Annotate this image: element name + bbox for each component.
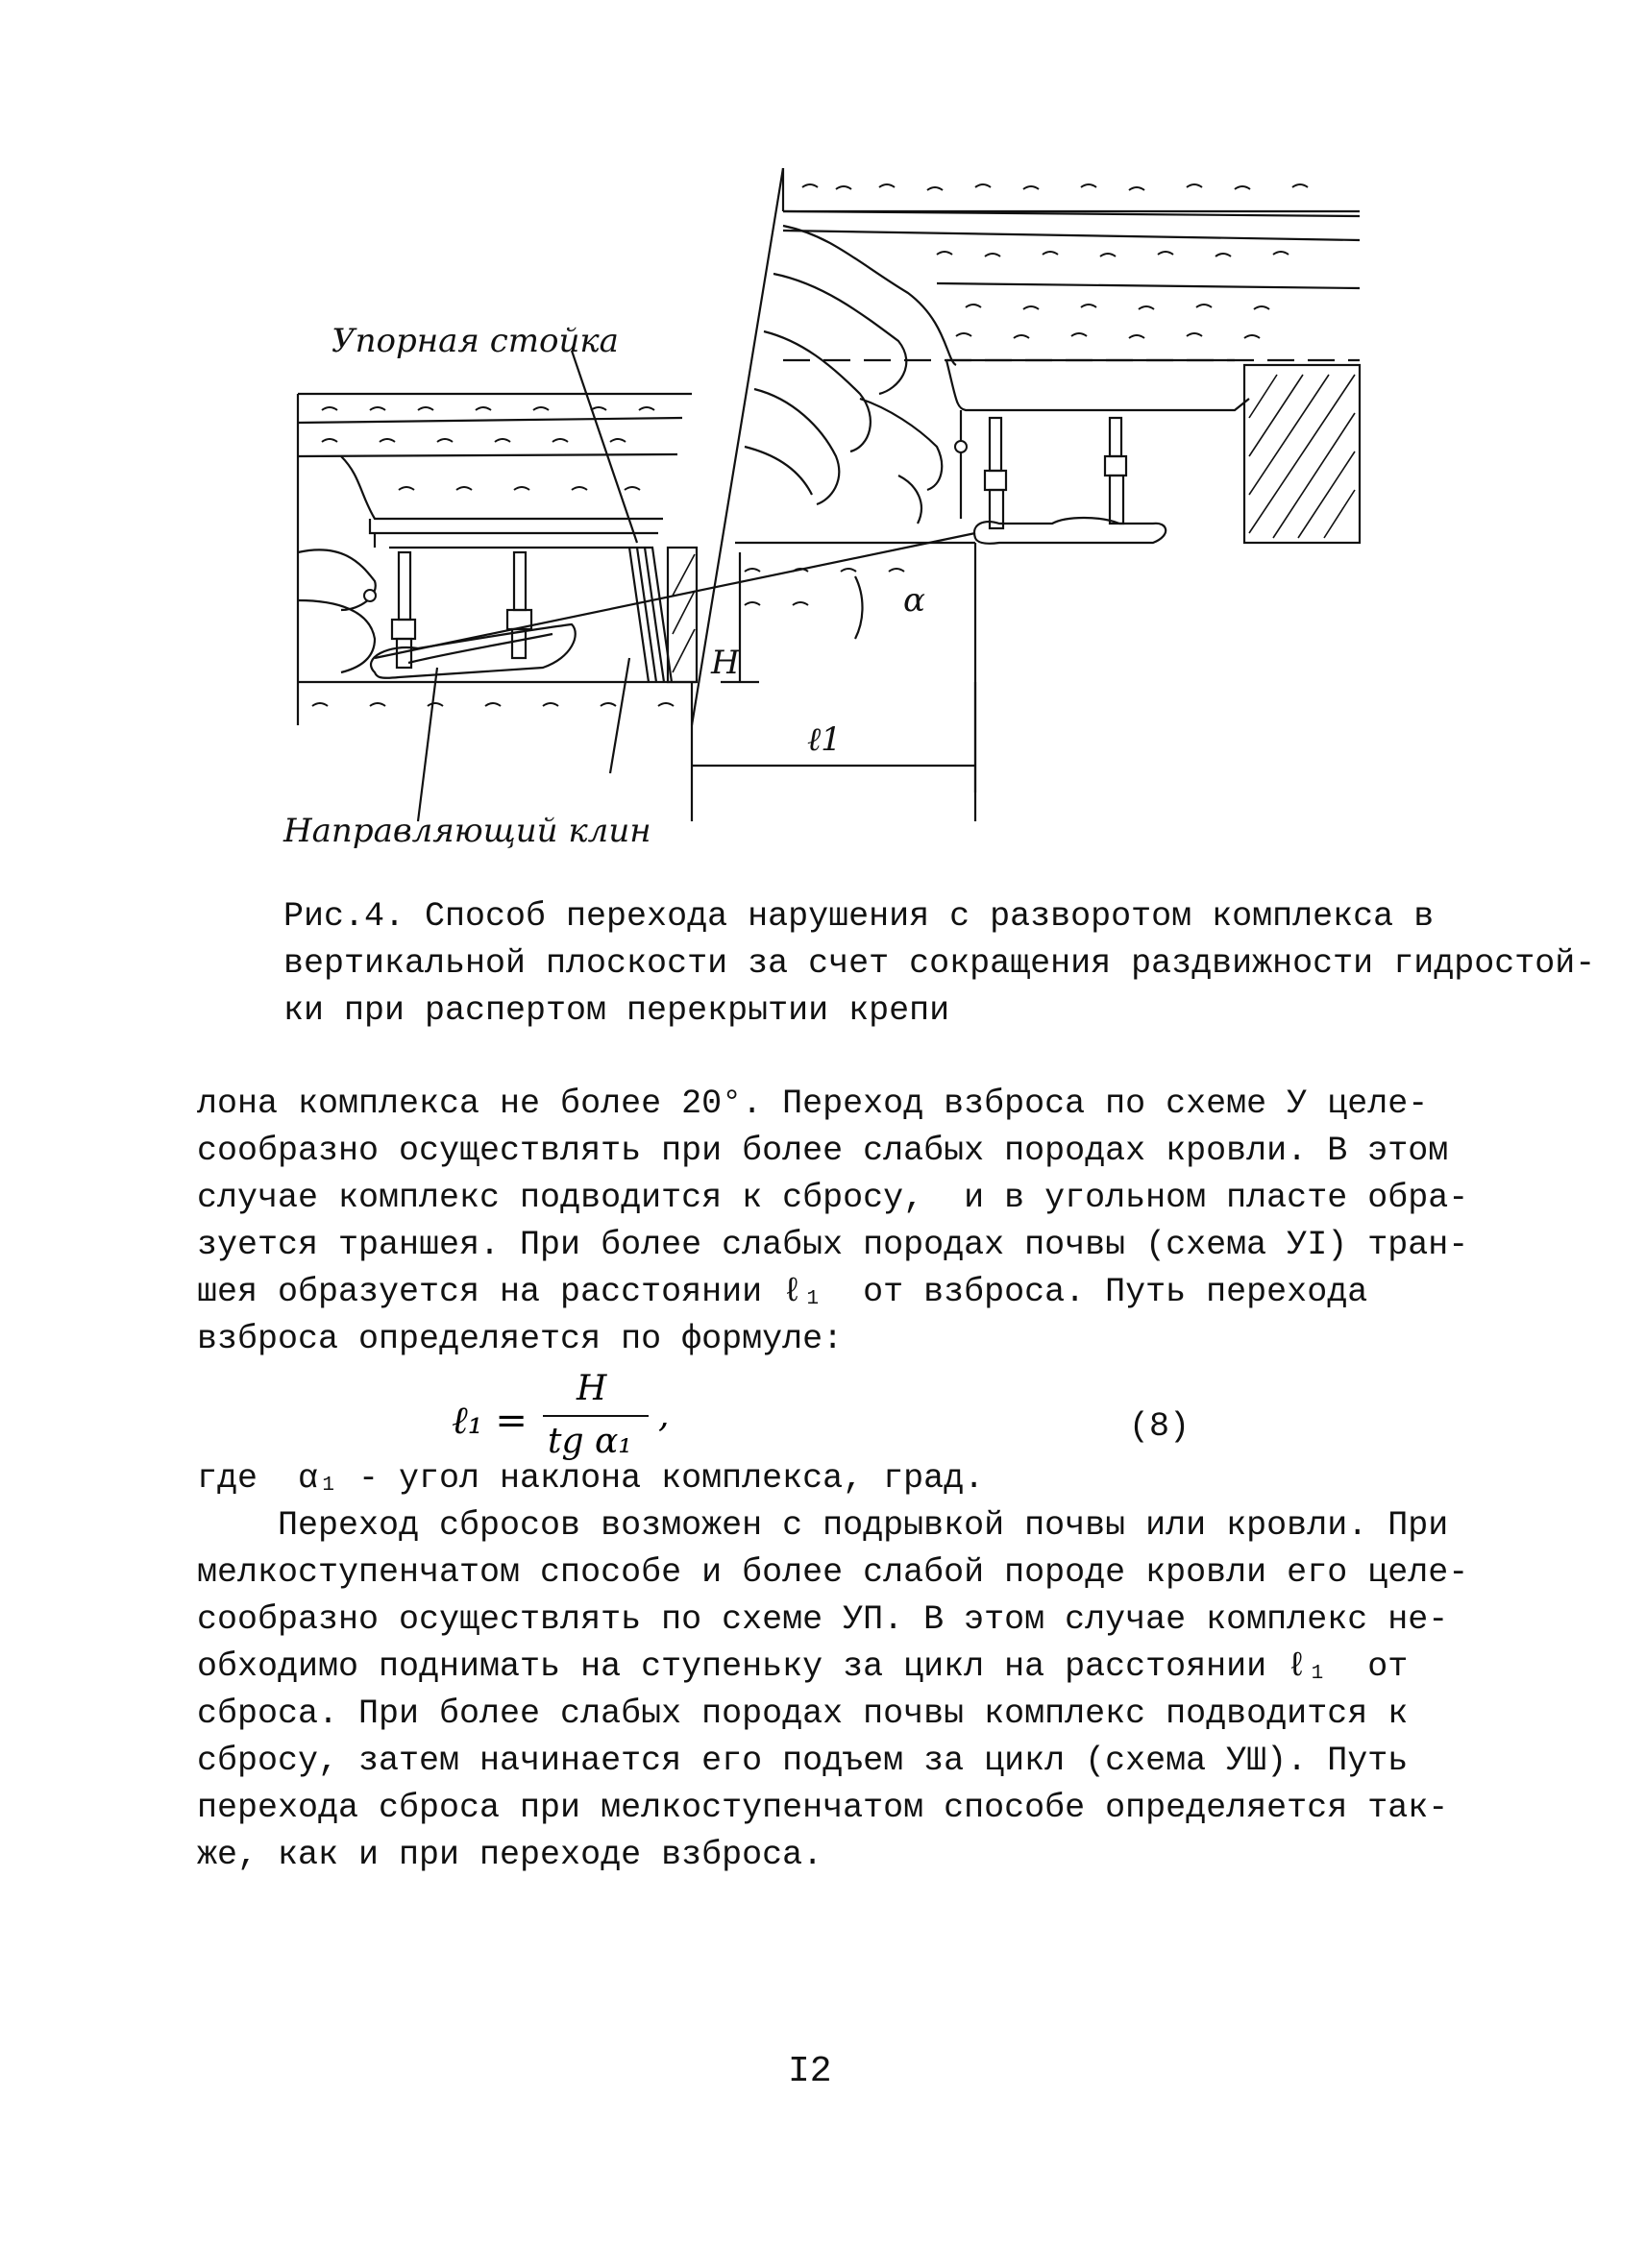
text-line: перехода сброса при мелкоступенчатом способе определяется так- (197, 1789, 1449, 1827)
label-guide-wedge: Направляющий клин (283, 812, 651, 850)
text-line: лона комплекса не более 20°. Переход взброса по схеме У целе- (197, 1085, 1429, 1123)
text-line: взброса определяется по формуле: (197, 1320, 844, 1358)
fraction-bar (543, 1415, 649, 1417)
text-line: сброса. При более слабых породах почвы комплекс подводится к (197, 1695, 1409, 1733)
formula-denominator: tg α₁ (548, 1422, 632, 1461)
text-line: обходимо поднимать на ступеньку за цикл на расстоянии ℓ₁ от (197, 1647, 1409, 1686)
equation-number: (8) (1129, 1407, 1191, 1446)
figure-caption (283, 893, 1596, 1035)
label-h: H (711, 644, 740, 682)
label-l1: ℓ1 (807, 720, 842, 759)
text-line: мелкоступенчатом способе и более слабой породе кровли его целе- (197, 1553, 1469, 1592)
where-line (197, 1455, 1456, 1502)
label-support-post: Упорная стойка (331, 322, 619, 360)
text-line: где α₁ - угол наклона комплекса, град. (197, 1459, 985, 1498)
page-number: I2 (788, 2051, 832, 2092)
text-line: Переход сбросов возможен с подрывкой почвы или кровли. При (197, 1506, 1449, 1545)
paragraph-1 (197, 1081, 1469, 1363)
label-alpha: α (903, 581, 925, 620)
text-line: сообразно осуществлять по схеме УП. В этом случае комплекс не- (197, 1600, 1449, 1639)
text-line: сообразно осуществлять при более слабых породах кровли. В этом (197, 1132, 1449, 1170)
formula-numerator: H (577, 1369, 607, 1408)
figure-4-diagram (283, 159, 1379, 850)
text-line: шея образуется на расстоянии ℓ₁ от взброса. Путь перехода (197, 1273, 1368, 1311)
paragraph-2 (197, 1502, 1469, 1879)
formula-comma: , (658, 1396, 670, 1435)
text-line: сбросу, затем начинается его подъем за цикл (схема УШ). Путь (197, 1742, 1409, 1780)
caption-line: вертикальной плоскости за счет сокращения раздвижности гидростой- (283, 944, 1596, 983)
text-line: же, как и при переходе взброса. (197, 1836, 823, 1874)
text-line: случае комплекс подводится к сбросу, и в угольном пласте обра- (197, 1179, 1469, 1217)
caption-line: Рис.4. Способ перехода нарушения с разворотом комплекса в (283, 897, 1435, 936)
caption-line: ки при распертом перекрытии крепи (283, 991, 950, 1030)
formula-lhs: ℓ₁ = (452, 1399, 528, 1443)
text-line: зуется траншея. При более слабых породах почвы (схема УI) тран- (197, 1226, 1469, 1264)
